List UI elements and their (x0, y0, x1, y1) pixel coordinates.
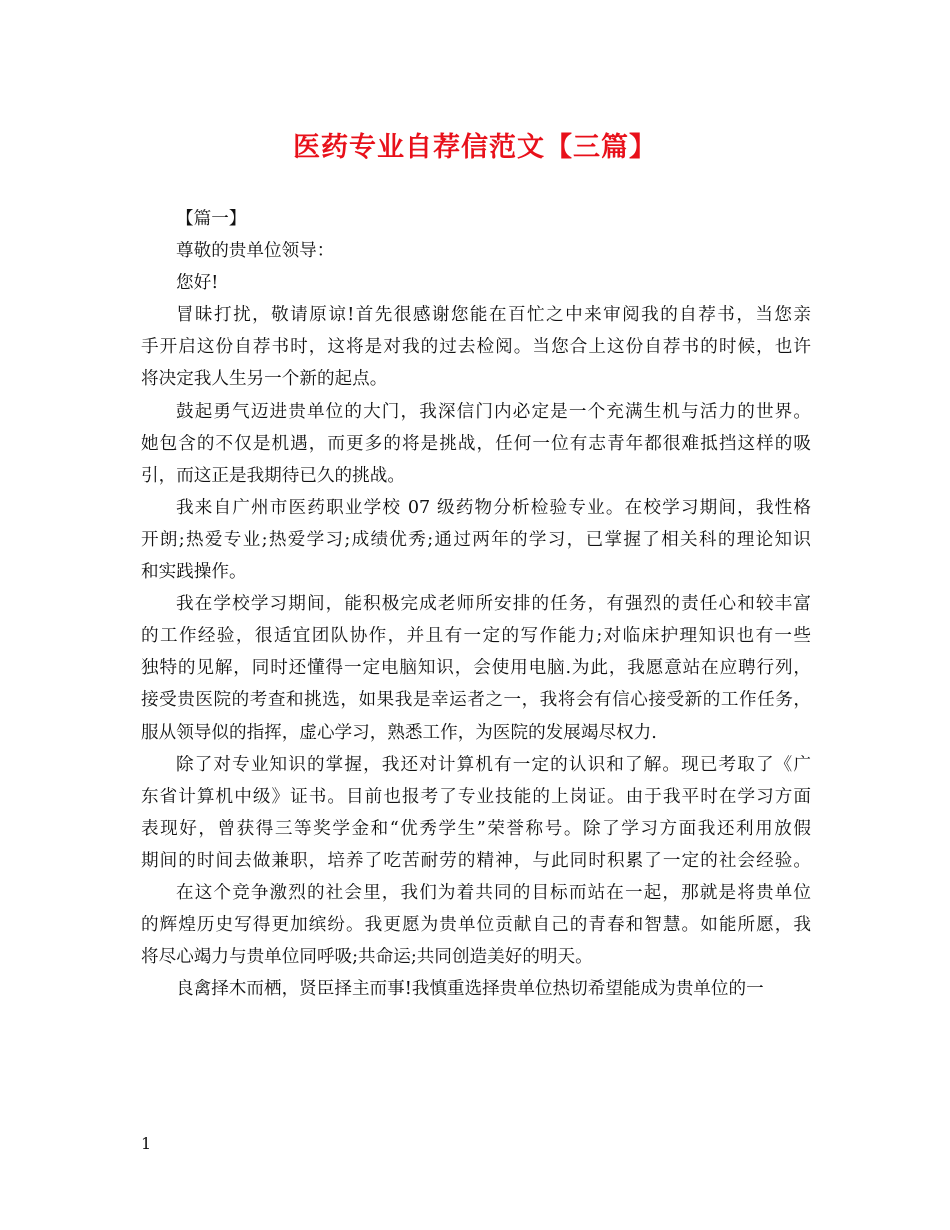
document-line: 开朗;热爱专业;热爱学习;成绩优秀;通过两年的学习，已掌握了相关科的理论知识 (141, 529, 811, 550)
document-line: 接受贵医院的考查和挑选，如果我是幸运者之一，我将会有信心接受新的工作任务， (141, 690, 811, 711)
document-line: 冒昧打扰，敬请原谅!首先很感谢您能在百忙之中来审阅我的自荐书，当您亲 (176, 305, 811, 326)
document-line: 除了对专业知识的掌握，我还对计算机有一定的认识和了解。现已考取了《广 (176, 754, 811, 775)
document-line: 的辉煌历史写得更加缤纷。我更愿为贵单位贡献自己的青春和智慧。如能所愿，我 (141, 915, 811, 936)
document-body (141, 203, 811, 1005)
document-line: 我来自广州市医药职业学校 07 级药物分析检验专业。在校学习期间，我性格 (176, 497, 811, 518)
document-line: 引，而这正是我期待已久的挑战。 (141, 465, 405, 486)
document-line: 的工作经验，很适宜团队协作，并且有一定的写作能力;对临床护理知识也有一些 (141, 626, 811, 647)
document-line: 鼓起勇气迈进贵单位的大门，我深信门内必定是一个充满生机与活力的世界。 (176, 401, 811, 422)
document-line: 在这个竞争激烈的社会里，我们为着共同的目标而站在一起，那就是将贵单位 (176, 882, 811, 903)
document-line: 【篇一】 (176, 209, 247, 229)
document-line: 独特的见解，同时还懂得一定电脑知识，会使用电脑.为此，我愿意站在应聘行列， (141, 658, 811, 679)
document-line: 东省计算机中级》证书。目前也报考了专业技能的上岗证。由于我平时在学习方面 (141, 786, 811, 807)
document-line: 表现好，曾获得三等奖学金和“优秀学生”荣誉称号。除了学习方面我还利用放假 (141, 818, 811, 839)
document-line: 我在学校学习期间，能积极完成老师所安排的任务，有强烈的责任心和较丰富 (176, 594, 811, 615)
document-title: 医药专业自荐信范文【三篇】 (293, 132, 657, 163)
document-line: 手开启这份自荐书时，这将是对我的过去检阅。当您合上这份自荐书的时候，也许 (141, 337, 811, 358)
document-line: 将尽心竭力与贵单位同呼吸;共命运;共同创造美好的明天。 (141, 947, 593, 968)
page-number: 1 (141, 1134, 152, 1153)
document-line: 将决定我人生另一个新的起点。 (141, 369, 388, 390)
document-line: 和实践操作。 (141, 562, 247, 583)
document-line: 她包含的不仅是机遇，而更多的将是挑战，任何一位有志青年都很难抵挡这样的吸 (141, 433, 811, 454)
document-line: 尊敬的贵单位领导： (176, 241, 335, 262)
document-line: 良禽择木而栖，贤臣择主而事!我慎重选择贵单位热切希望能成为贵单位的一 (176, 979, 764, 1000)
document-line: 您好! (176, 273, 219, 294)
document-line: 期间的时间去做兼职，培养了吃苦耐劳的精神，与此同时积累了一定的社会经验。 (141, 850, 811, 871)
document-line: 服从领导似的指挥，虚心学习，熟悉工作，为医院的发展竭尽权力. (141, 722, 657, 743)
